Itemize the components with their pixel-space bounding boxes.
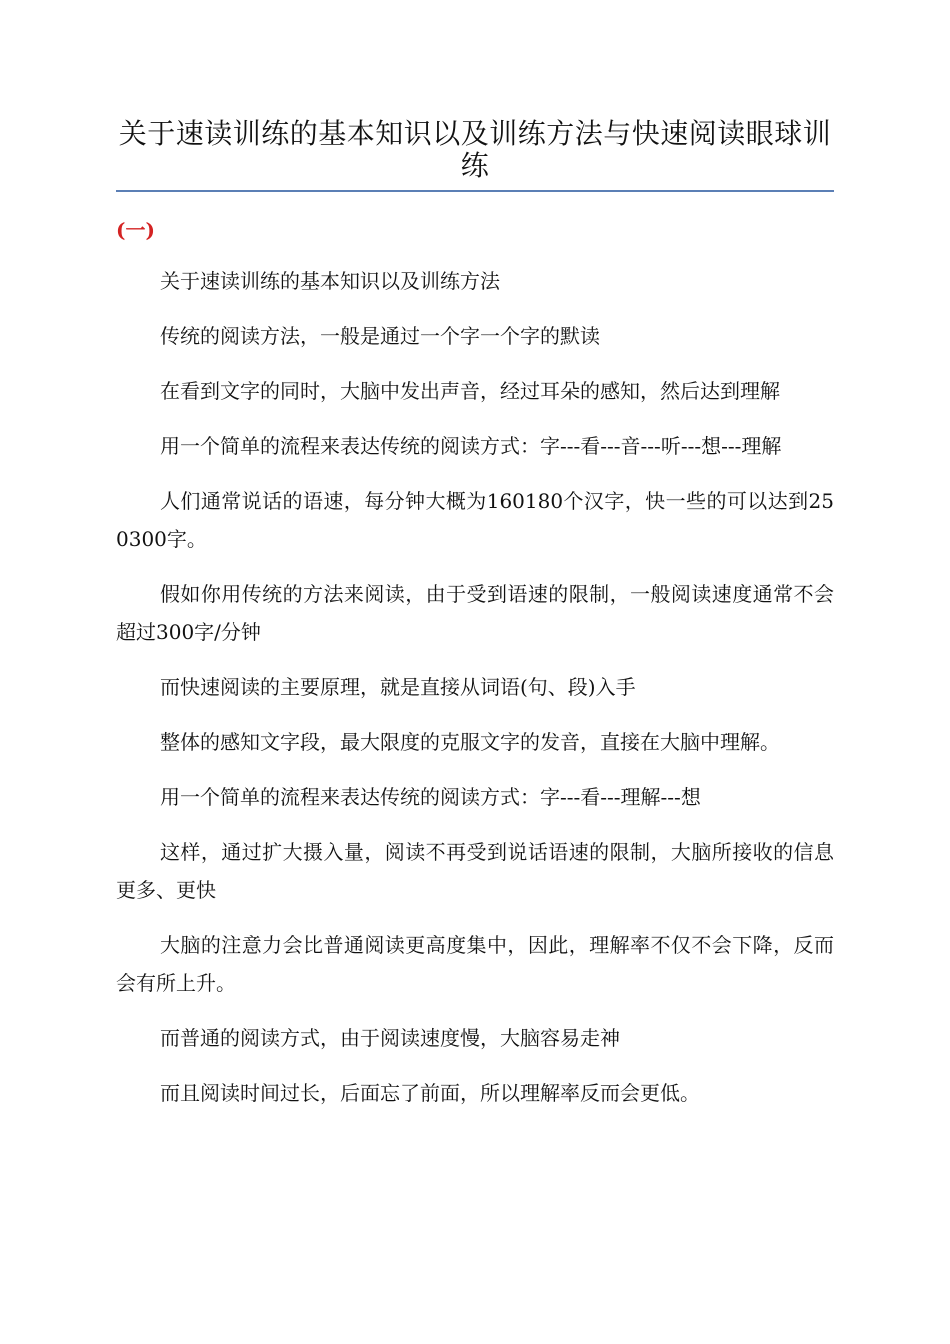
paragraph: 而快速阅读的主要原理，就是直接从词语(句、段)入手 [160,675,636,699]
document-page [116,0,834,1129]
document-title: 关于速读训练的基本知识以及训练方法与快速阅读眼球训练 [118,117,832,182]
paragraph: 整体的感知文字段，最大限度的克服文字的发音，直接在大脑中理解。 [160,730,780,754]
paragraph: 在看到文字的同时，大脑中发出声音，经过耳朵的感知，然后达到理解 [160,379,780,403]
section-label: (一) [116,218,155,242]
paragraph: 用一个简单的流程来表达传统的阅读方式：字---看---音---听---想---理解 [160,434,782,458]
paragraph: 假如你用传统的方法来阅读，由于受到语速的限制，一般阅读速度通常不会超过300字/分钟 [116,582,834,644]
paragraph: 这样，通过扩大摄入量，阅读不再受到说话语速的限制，大脑所接收的信息更多、更快 [116,840,834,902]
paragraph: 而且阅读时间过长，后面忘了前面，所以理解率反而会更低。 [160,1081,700,1105]
paragraph: 人们通常说话的语速，每分钟大概为160180个汉字，快一些的可以达到250300字。 [116,489,834,551]
paragraph: 用一个简单的流程来表达传统的阅读方式：字---看---理解---想 [160,785,701,809]
paragraph-list [116,262,834,1112]
paragraph: 关于速读训练的基本知识以及训练方法 [160,269,500,293]
title-underline [116,190,834,192]
paragraph: 传统的阅读方法，一般是通过一个字一个字的默读 [160,324,600,348]
paragraph: 大脑的注意力会比普通阅读更高度集中，因此，理解率不仅不会下降，反而会有所上升。 [116,933,834,995]
paragraph: 而普通的阅读方式，由于阅读速度慢，大脑容易走神 [160,1026,620,1050]
